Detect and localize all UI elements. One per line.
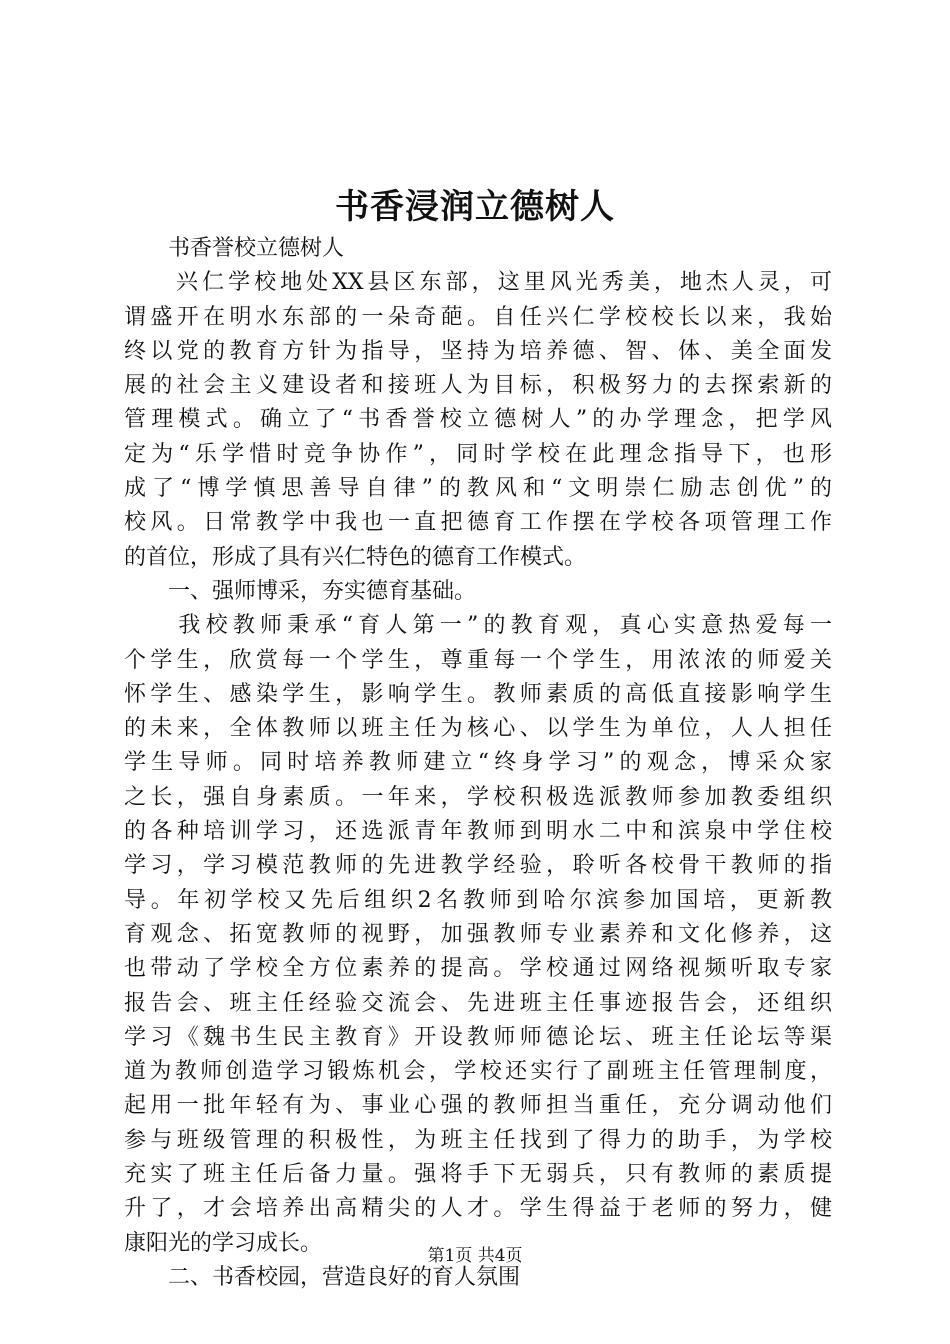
text-line: 的首位，形成了具有兴仁特色的德育工作模式。 bbox=[124, 544, 587, 570]
text-line: 的各种培训学习，还选派青年教师到明水二中和滨泉中学住校 bbox=[124, 819, 832, 845]
page-footer: 第1页 共4页 bbox=[427, 1246, 523, 1266]
text-line: 学生导师。同时培养教师建立“终身学习”的观念，博采众家 bbox=[124, 750, 832, 776]
text-line: 成了“博学慎思善导自律”的教风和“文明崇仁励志创优”的 bbox=[124, 476, 832, 502]
text-line: 书香誉校立德树人 bbox=[124, 236, 345, 261]
text-line: 康阳光的学习成长。 bbox=[124, 1230, 323, 1256]
text-line: 升了，才会培养出高精尖的人才。学生得益于老师的努力，健 bbox=[124, 1196, 832, 1222]
text-line: 的未来，全体教师以班主任为核心、以学生为单位，人人担任 bbox=[124, 716, 832, 742]
text-line: 学习，学习模范教师的先进教学经验，聆听各校骨干教师的指 bbox=[124, 853, 832, 879]
text-line: 兴仁学校地处XX县区东部，这里风光秀美，地杰人灵，可 bbox=[124, 270, 832, 296]
text-line: 谓盛开在明水东部的一朵奇葩。自任兴仁学校校长以来，我始 bbox=[124, 304, 832, 330]
text-line: 展的社会主义建设者和接班人为目标，积极努力的去探索新的 bbox=[124, 373, 832, 399]
text-line: 终以党的教育方针为指导，坚持为培养德、智、体、美全面发 bbox=[124, 338, 832, 364]
text-line: 学习《魏书生民主教育》开设教师师德论坛、班主任论坛等渠 bbox=[124, 1024, 832, 1050]
text-line: 校风。日常教学中我也一直把德育工作摆在学校各项管理工作 bbox=[124, 510, 832, 536]
text-line: 一、强师博采，夯实德育基础。 bbox=[124, 578, 477, 604]
document-title: 书香浸润立德树人 bbox=[335, 187, 615, 227]
text-line: 之长，强自身素质。一年来，学校积极选派教师参加教委组织 bbox=[124, 784, 832, 810]
text-line: 也带动了学校全方位素养的提高。学校通过网络视频听取专家 bbox=[124, 956, 832, 982]
text-line: 育观念、拓宽教师的视野，加强教师专业素养和文化修养，这 bbox=[124, 921, 832, 947]
text-line: 定为“乐学惜时竞争协作”，同时学校在此理念指导下，也形 bbox=[124, 441, 832, 467]
text-line: 道为教师创造学习锻炼机会，学校还实行了副班主任管理制度， bbox=[124, 1059, 832, 1085]
text-line: 导。年初学校又先后组织2名教师到哈尔滨参加国培，更新教 bbox=[124, 887, 832, 913]
text-line: 参与班级管理的积极性，为班主任找到了得力的助手，为学校 bbox=[124, 1127, 832, 1153]
text-line: 管理模式。确立了“书香誉校立德树人”的办学理念，把学风 bbox=[124, 407, 832, 433]
text-line: 充实了班主任后备力量。强将手下无弱兵，只有教师的素质提 bbox=[124, 1162, 832, 1188]
text-line: 起用一批年轻有为、事业心强的教师担当重任，充分调动他们 bbox=[124, 1093, 832, 1119]
text-line: 我校教师秉承“育人第一”的教育观，真心实意热爱每一 bbox=[124, 613, 832, 639]
text-line: 怀学生、感染学生，影响学生。教师素质的高低直接影响学生 bbox=[124, 681, 832, 707]
document-body bbox=[124, 232, 832, 1295]
text-line: 报告会、班主任经验交流会、先进班主任事迹报告会，还组织 bbox=[124, 990, 832, 1016]
text-line: 二、书香校园，营造良好的育人氛围 bbox=[124, 1264, 521, 1290]
text-line: 个学生，欣赏每一个学生，尊重每一个学生，用浓浓的师爱关 bbox=[124, 647, 832, 673]
